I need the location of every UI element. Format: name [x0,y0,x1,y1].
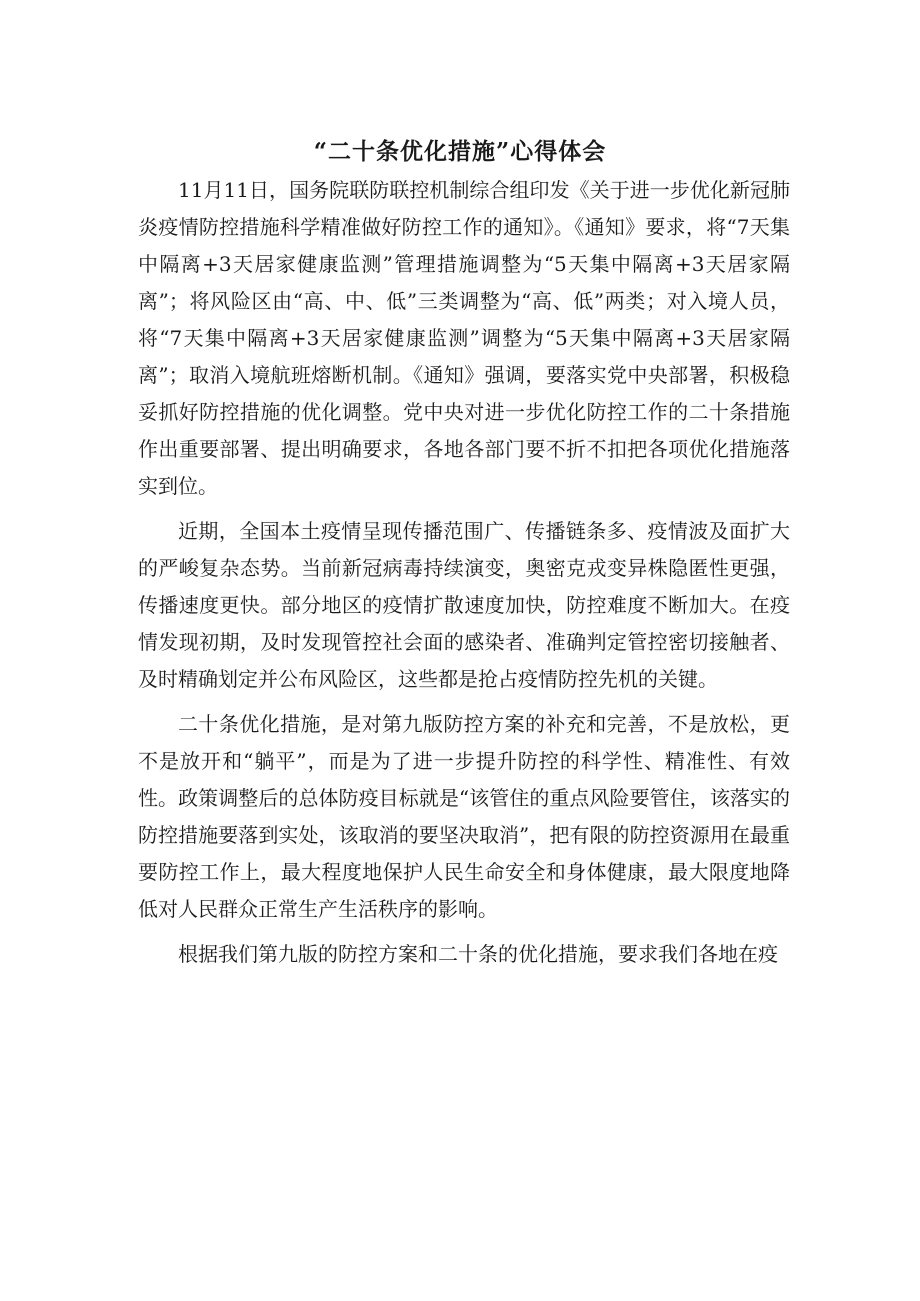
paragraph-1: 11月11日，国务院联防联控机制综合组印发《关于进一步优化新冠肺炎疫情防控措施科学精准做好防控工作的通知》。《通知》要求，将“7天集中隔离+3天居家健康监测”管理措施调整为“5天集中隔离+3天居家隔离”；将风险区由“高、中、低”三类调整为“高、低”两类；对入境人员，将“7天集中隔离+3天居家健康监测”调整为“5天集中隔离+3天居家隔离”；取消入境航班熔断机制。《通知》强调，要落实党中央部署，积极稳妥抓好防控措施的优化调整。党中央对进一步优化防控工作的二十条措施作出重要部署、提出明确要求，各地各部门要不折不扣把各项优化措施落实到位。 [138,178,790,498]
paragraph-4: 根据我们第九版的防控方案和二十条的优化措施，要求我们各地在疫 [178,942,778,966]
document-title: “二十条优化措施”心得体会 [313,138,607,166]
document-body [138,172,790,973]
paragraph-3: 二十条优化措施，是对第九版防控方案的补充和完善，不是放松，更不是放开和“躺平”，而是为了进一步提升防控的科学性、精准性、有效性。政策调整后的总体防疫目标就是“该管住的重点风险要管住，该落实的防控措施要落到实处，该取消的要坚决取消”，把有限的防控资源用在最重要防控工作上，最大程度地保护人民生命安全和身体健康，最大限度地降低对人民群众正常生产生活秩序的影响。 [138,712,790,921]
paragraph-2: 近期，全国本土疫情呈现传播范围广、传播链条多、疫情波及面扩大的严峻复杂态势。当前新冠病毒持续演变，奥密克戎变异株隐匿性更强，传播速度更快。部分地区的疫情扩散速度加快，防控难度不断加大。在疫情发现初期，及时发现管控社会面的感染者、准确判定管控密切接触者、及时精确划定并公布风险区，这些都是抢占疫情防控先机的关键。 [138,519,790,691]
